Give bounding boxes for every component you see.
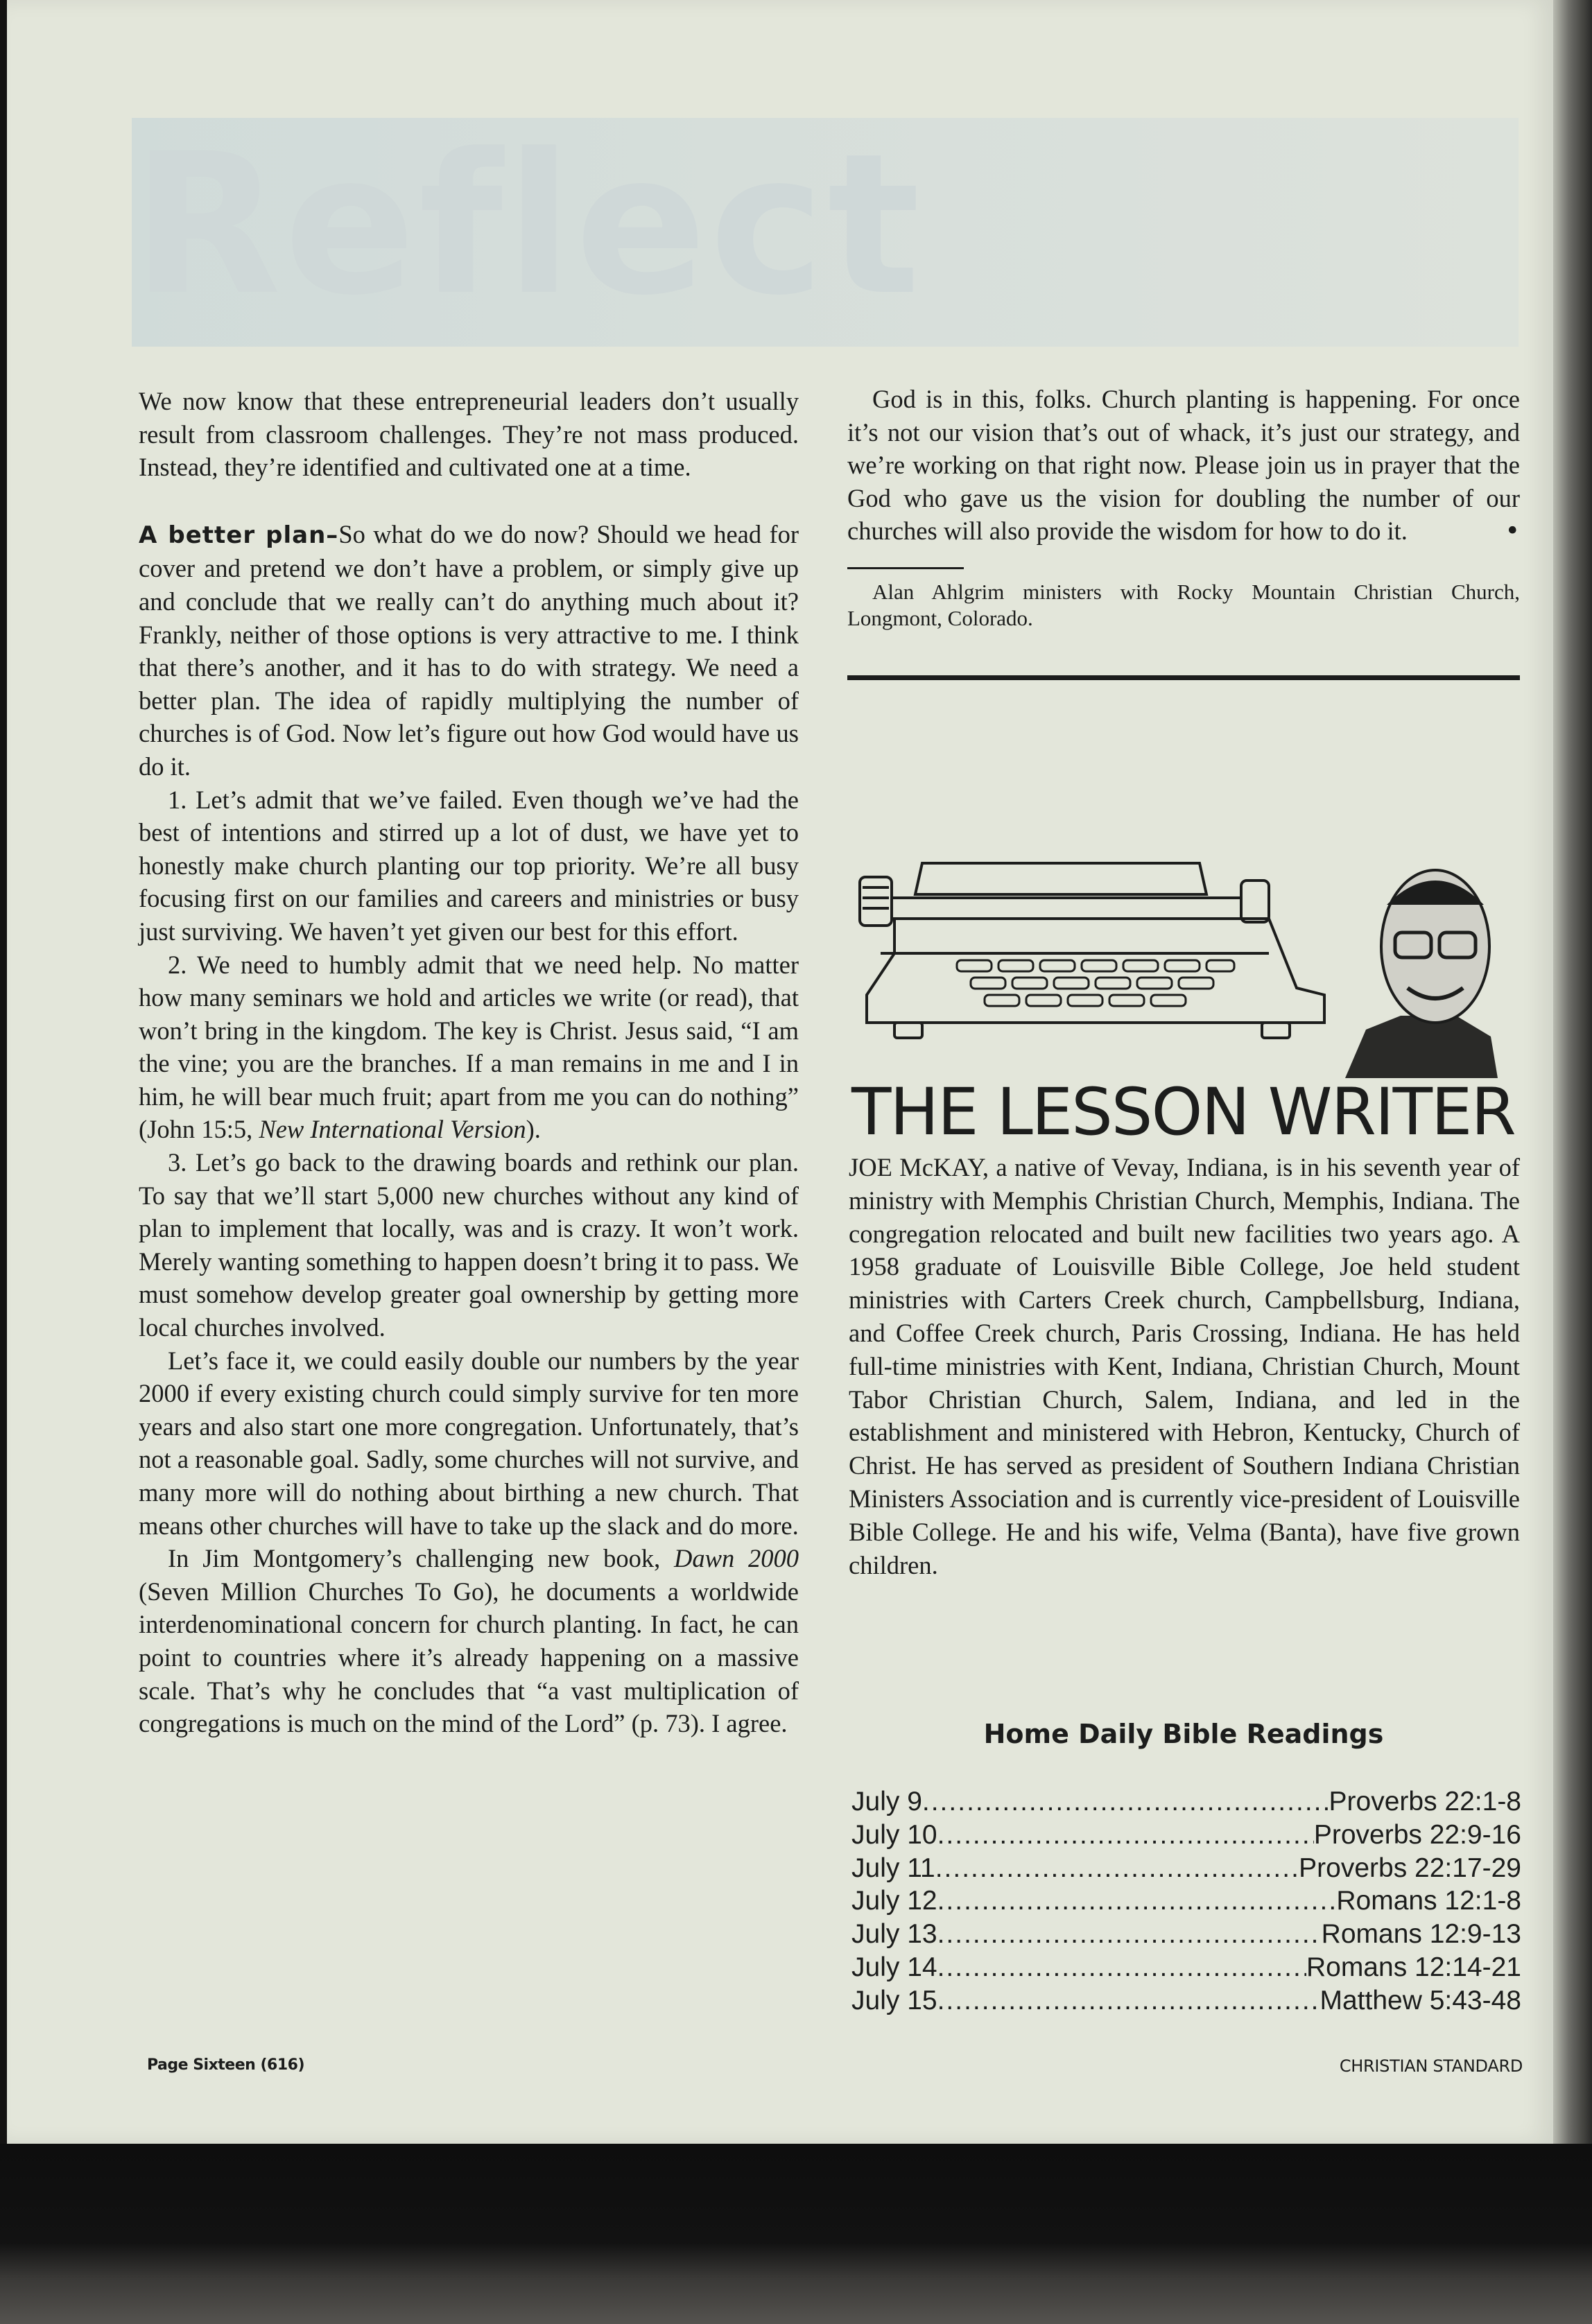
publication-name: CHRISTIAN STANDARD (1339, 2056, 1523, 2076)
typewriter-icon (860, 863, 1324, 1038)
paragraph-text: 2. We need to humbly admit that we need help. No matter how many seminars we hold and articles we write (or read), that won’t bring in the kingdom. The key is Christ. Jesus said, “I am the vine; you are the branches. If a man remains in me and I in him, he will bear much fruit; apart from me you can do nothing” (John 15:5, (139, 950, 799, 1144)
section-runin-heading: A better plan– (139, 521, 339, 549)
leader-dots (937, 1918, 1322, 1951)
closing-paragraph (847, 383, 1520, 548)
reading-passage: Romans 12:14-21 (1306, 1952, 1521, 1982)
reading-date: July 13 (851, 1919, 937, 1950)
author-portrait (1345, 870, 1498, 1078)
leader-dots (937, 1884, 1337, 1918)
page-edge-shadow (1553, 0, 1592, 2144)
reading-row (851, 1819, 1521, 1852)
article-paragraph: 3. Let’s go back to the drawing boards and rethink our plan. To say that we’ll start 5,000 new churches without any kind of plan to implement that locally, was and is crazy. It won’t work. Merely wanting something to happen doesn’t bring it to pass. We must somehow develop greater goal ownership by getting more local churches involved. (139, 1148, 799, 1342)
page-number: Page Sixteen (616) (147, 2056, 304, 2074)
reading-row (851, 1884, 1521, 1918)
reading-row (851, 1785, 1521, 1819)
typewriter-and-portrait-illustration (853, 849, 1498, 1078)
reading-passage: Romans 12:9-13 (1321, 1919, 1521, 1950)
reading-date: July 10 (851, 1819, 937, 1850)
article-paragraph: We now know that these entrepreneurial leaders don’t usually result from classroom challenges. They’re not mass produced. Instead, they’re identified and cultivated one at a time. (139, 387, 799, 482)
lesson-writer-bio: JOE McKAY, a native of Vevay, Indiana, is in his seventh year of ministry with Memphis Christian Church, Memphis, Indiana. The congregation relocated and built new facilities two years ago. A 1958 graduate of Louisville Bible College, Joe held student ministries with Carters Creek church, Campbellsburg, Indiana, and Coffee Creek church, Paris Crossing, Indiana. He has held full-time ministries with Kent, Indiana, Christian Church, Mount Tabor Christian Church, Salem, Indiana, and led in the establishment and ministered with Hebron, Kentucky, Church of Christ. He has served as president of Southern Indiana Christian Ministers Association and is currently vice-president of Louisville Bible College. He and his wife, Velma (Banta), have five grown children. (849, 1153, 1520, 1579)
reading-date: July 15 (851, 1985, 937, 2015)
section-divider (847, 675, 1520, 680)
article-right-column (847, 383, 1520, 632)
reading-row (851, 1984, 1521, 2018)
article-paragraph (139, 518, 799, 783)
article-left-column (139, 385, 799, 1740)
reading-passage: Proverbs 22:1-8 (1329, 1787, 1521, 1816)
reading-date: July 11 (851, 1853, 935, 1883)
faded-header-title: Reflect (132, 112, 924, 338)
author-rule (847, 567, 964, 569)
paragraph-text: God is in this, folks. Church planting is happening. For once it’s not our vision that’s out of whack, it’s just our strategy, and we’re working on that right now. Please join us in prayer that the God who gave us the vision for doubling the number of our churches will also provide the wisdom for how to do it. (847, 385, 1520, 546)
article-paragraph (139, 1542, 799, 1740)
end-mark: • (1505, 516, 1520, 546)
reading-date: July 14 (851, 1952, 937, 1982)
reading-date: July 12 (851, 1886, 937, 1916)
paragraph-text: So what do we do now? Should we head for cover and pretend we don’t have a problem, or simply give up and conclude that we really can’t do anything much about it? Frankly, neither of those options is very attractive to me. I think that there’s another, and it has to do with strategy. We need a better plan. The idea of rapidly multiplying the number of churches is of God. Now let’s figure out how God would have us do it. (139, 519, 799, 781)
reading-passage: Matthew 5:43-48 (1320, 1985, 1521, 2015)
readings-list (851, 1785, 1521, 2018)
readings-title: Home Daily Bible Readings (983, 1719, 1384, 1749)
article-paragraph: Let’s face it, we could easily double our numbers by the year 2000 if every existing church could simply survive for ten more years and also start one more congregation. Unfortunately, that’s not a reasonable goal. Sadly, some churches will not survive, and many more will do nothing about birthing a new church. That means other churches will have to take up the slack and do more. (139, 1346, 799, 1540)
article-paragraph (139, 948, 799, 1147)
reading-passage: Romans 12:1-8 (1336, 1886, 1521, 1916)
reading-row (851, 1951, 1521, 1984)
dark-background (0, 2144, 1592, 2324)
reading-row (851, 1918, 1521, 1951)
italic-citation: New International Version (259, 1115, 526, 1144)
reading-row (851, 1852, 1521, 1885)
reading-passage: Proverbs 22:17-29 (1299, 1853, 1521, 1883)
paragraph-text: ). (526, 1115, 541, 1144)
paragraph-text: In Jim Montgomery’s challenging new book, (168, 1544, 674, 1573)
leader-dots (935, 1852, 1299, 1885)
reading-passage: Proverbs 22:9-16 (1313, 1819, 1521, 1850)
leader-dots (937, 1984, 1320, 2018)
reading-date: July 9 (851, 1787, 922, 1816)
article-paragraph: 1. Let’s admit that we’ve failed. Even though we’ve had the best of intentions and stirred up a lot of dust, we have yet to honestly make church planting our top priority. We’re all busy focusing first on our families and careers and ministries or busy just surviving. We haven’t yet given our best for this effort. (139, 785, 799, 946)
paragraph-text: (Seven Million Churches To Go), he documents a worldwide interdenominational concern for church planting. In fact, he can point to countries where it’s already happening on a massive scale. That’s why he concludes that “a vast multiplication of congregations is much on the mind of the Lord” (p. 73). I agree. (139, 1577, 799, 1738)
leader-dots (937, 1951, 1306, 1984)
italic-book-title: Dawn 2000 (674, 1544, 799, 1573)
leader-dots (937, 1819, 1314, 1852)
lesson-writer-heading: THE LESSON WRITER (851, 1075, 1515, 1150)
leader-dots (922, 1785, 1329, 1819)
author-note: Alan Ahlgrim ministers with Rocky Mountain Christian Church, Longmont, Colorado. (847, 579, 1520, 630)
